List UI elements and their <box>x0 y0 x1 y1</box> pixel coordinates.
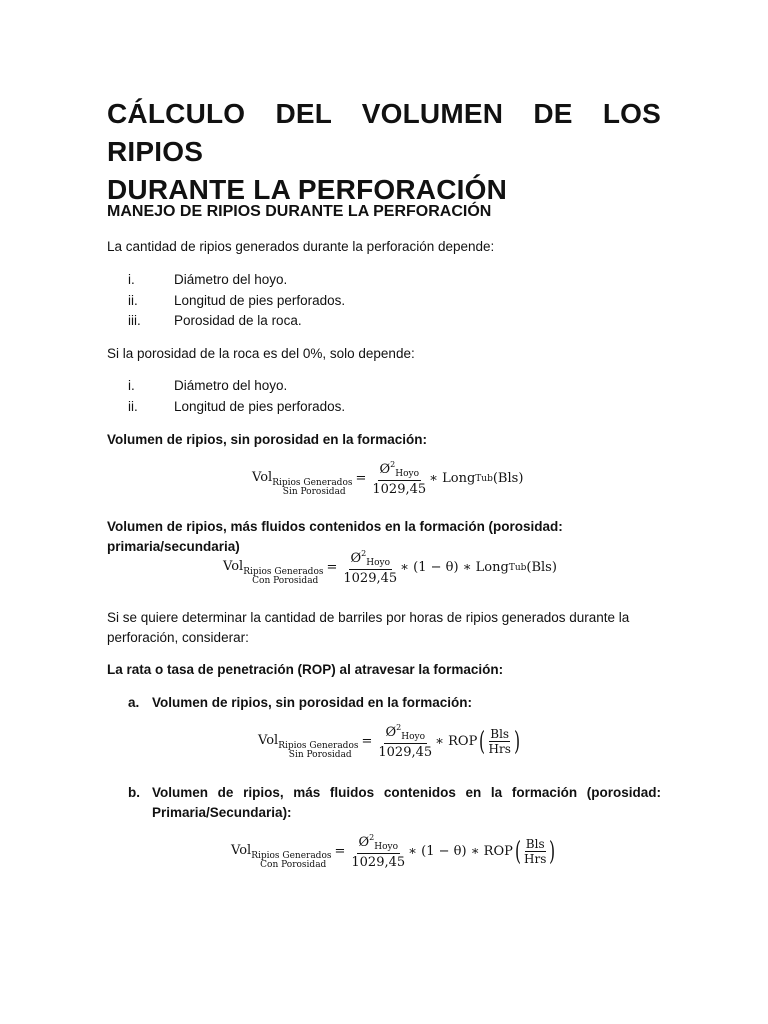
zero-porosity-paragraph: Si la porosidad de la roca es del 0%, solo depende: <box>107 346 415 361</box>
barrels-paragraph: Si se quiere determinar la cantidad de barriles por horas de ripios generados durante la perforación, considerar: <box>107 610 630 645</box>
heading-con-porosidad: Volumen de ripios, más fluidos contenidos en la formación (porosidad: primaria/secundaria) <box>107 519 563 554</box>
section-heading: MANEJO DE RIPIOS DURANTE LA PERFORACIÓN <box>107 203 492 220</box>
formula-con-porosidad: Vol$_{Ripios Generados}$ Con Porosidad = $\frac{Ø^2_{Hoyo}}{1029,45}$ ∗ (1 − θ) ∗ Long Tub (Bls) <box>223 549 557 586</box>
formula-rop-con-porosidad: Vol$_{Ripios Generados}$ Con Porosidad = $\frac{Ø^2_{Hoyo}}{1029,45}$ ∗ (1 − θ) ∗ ROP ( Bls Hrs ) <box>231 833 556 870</box>
heading-sin-porosidad: Volumen de ripios, sin porosidad en la formación: <box>107 432 428 447</box>
title-line-1: CÁLCULO DEL VOLUMEN DE LOS RIPIOS <box>107 98 661 167</box>
document-page: CÁLCULO DEL VOLUMEN DE LOS RIPIOS DURANTE LA PERFORACIÓN MANEJO DE RIPIOS DURANTE LA PERFORACIÓN La cantidad de ripios generados durante la perforación depende: i. Diámetro del hoyo. ii. Longitud de pies perforados. iii. Porosidad de la roca. Si la porosidad de la roca es del 0%, solo depende: i. Diámetro del hoyo. ii. Longitud de pies perforados. Volumen de ripios, sin porosidad en la formación: Vol$_{Ripios Generados}$ Sin Porosidad = $\frac{Ø^2_{Hoyo}}{1029,45}$ ∗ Long Tub (Bls) Volumen de ripios, más fluidos contenidos en la formación (porosidad: primaria/secundaria) Vol$_{Ripios Generados}$ Con Porosidad = $\frac{Ø^2_{Hoyo}}{1029,45}$ ∗ (1 − θ) ∗ Long Tub (Bls) Si se quiere determinar la cantidad de barriles por horas de ripios generados durante la perforación, considerar: La rata o tasa de penetración (ROP) al atravesar la formación: a. Volumen de ripios, sin porosidad en la formación: Vol$_{Ripios Generados}$ Sin Porosidad = $\frac{Ø^2_{Hoyo}}{1029,45}$ ∗ ROP ( Bls Hrs ) b. Volumen de ripios, más fluidos contenidos en la formación (porosidad: Primaria/Secundaria): Vol$_{Ripios Generados}$ Con Porosidad = $\frac{Ø^2_{Hoyo}}{1029,45}$ ∗ (1 − θ) ∗ ROP ( Bls Hrs ) <box>107 95 661 209</box>
document-title <box>107 95 661 209</box>
intro-paragraph: La cantidad de ripios generados durante la perforación depende: <box>107 239 495 254</box>
rop-heading: La rata o tasa de penetración (ROP) al atravesar la formación: <box>107 662 504 677</box>
formula-sin-porosidad: Vol$_{Ripios Generados}$ Sin Porosidad = $\frac{Ø^2_{Hoyo}}{1029,45}$ ∗ Long Tub (Bls) <box>252 460 524 497</box>
title-line-2: DURANTE LA PERFORACIÓN <box>107 174 508 205</box>
formula-rop-sin-porosidad: Vol$_{Ripios Generados}$ Sin Porosidad = $\frac{Ø^2_{Hoyo}}{1029,45}$ ∗ ROP ( Bls Hrs ) <box>258 723 520 760</box>
